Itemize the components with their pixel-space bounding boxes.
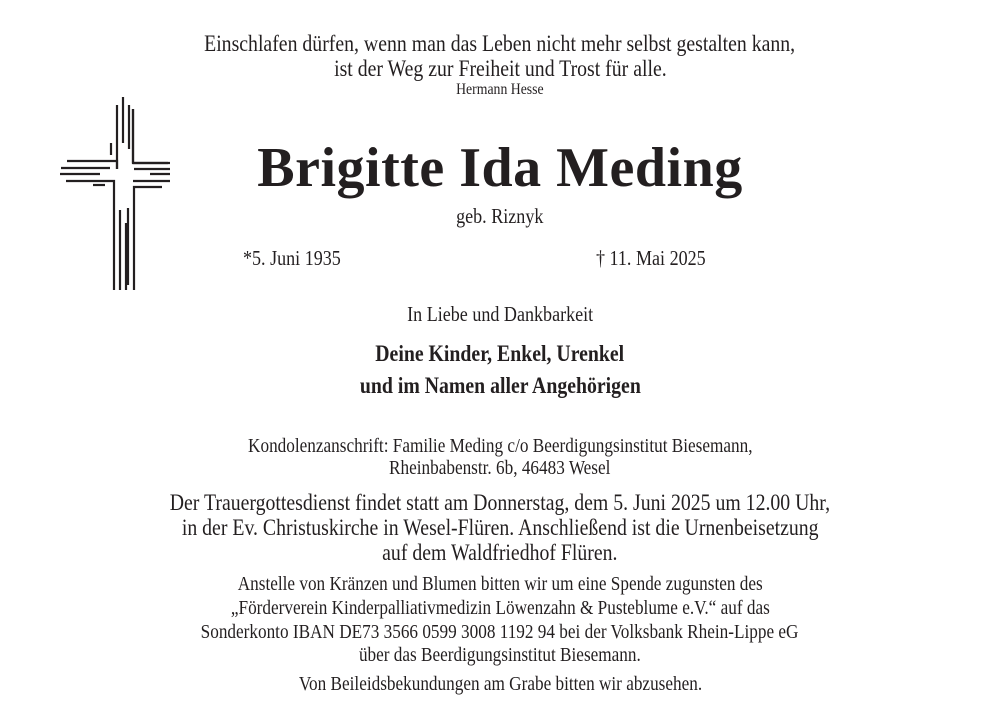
service-info-line: auf dem Waldfriedhof Flüren. — [382, 540, 618, 565]
birth-date: *5. Juni 1935 — [243, 246, 341, 270]
donation-info-line: Sonderkonto IBAN DE73 3566 0599 3008 1192 94 bei der Volksbank Rhein-Lippe eG — [201, 621, 799, 643]
closing-note: Von Beileidsbekundungen am Grabe bitten wir abzusehen. — [298, 673, 702, 695]
service-info-line: in der Ev. Christuskirche in Wesel-Flüren. Anschließend ist die Urnenbeisetzung — [181, 515, 819, 540]
mourners-line: Deine Kinder, Enkel, Urenkel — [375, 341, 625, 366]
mourners-line: und im Namen aller Angehörigen — [359, 373, 641, 398]
maiden-name: geb. Riznyk — [456, 204, 544, 228]
quote-author: Hermann Hesse — [456, 81, 544, 98]
condolence-address-line: Rheinbabenstr. 6b, 46483 Wesel — [389, 457, 611, 479]
mourners-intro: In Liebe und Dankbarkeit — [406, 302, 594, 326]
deceased-name: Brigitte Ida Meding — [257, 137, 743, 199]
service-info-line: Der Trauergottesdienst findet statt am Donnerstag, dem 5. Juni 2025 um 12.00 Uhr, — [169, 490, 831, 515]
condolence-address-line: Kondolenzanschrift: Familie Meding c/o Beerdigungsinstitut Biesemann, — [247, 435, 753, 457]
donation-info-line: Anstelle von Kränzen und Blumen bitten wir um eine Spende zugunsten des — [237, 573, 763, 595]
donation-info-line: über das Beerdigungsinstitut Biesemann. — [359, 644, 641, 666]
donation-info-line: „Förderverein Kinderpalliativmedizin Löwenzahn & Pusteblume e.V.“ auf das — [230, 597, 770, 619]
quote-line: ist der Weg zur Freiheit und Trost für alle. — [333, 56, 667, 81]
quote-line: Einschlafen dürfen, wenn man das Leben nicht mehr selbst gestalten kann, — [204, 31, 796, 56]
death-date: † 11. Mai 2025 — [596, 246, 706, 270]
